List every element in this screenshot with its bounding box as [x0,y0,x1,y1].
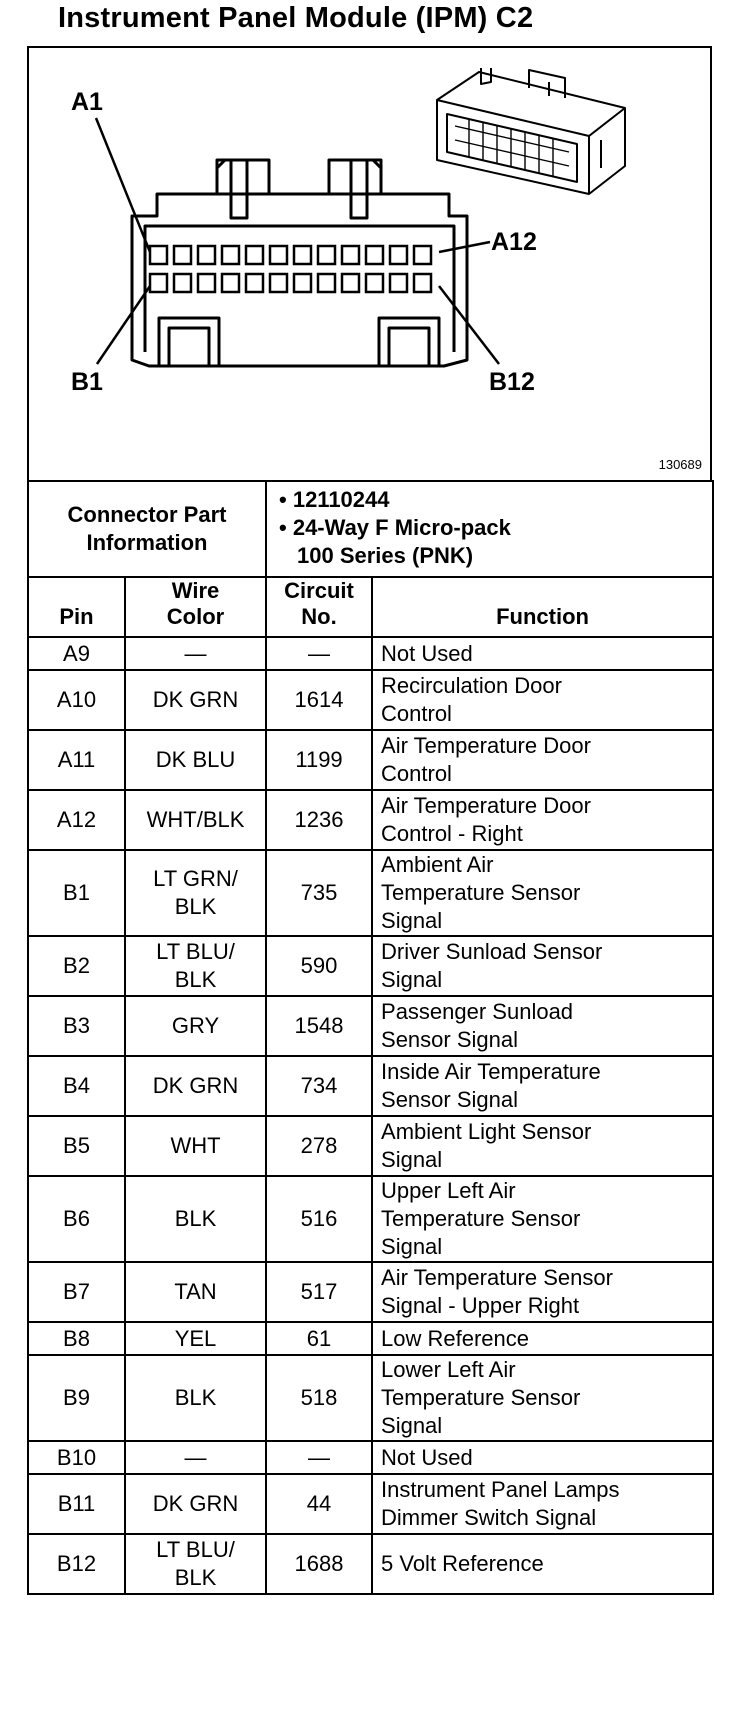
pin-cell: B9 [28,1355,125,1441]
leader-b12 [439,286,499,364]
pin-cell: A11 [28,730,125,790]
connector-part-number: • 12110244 [279,487,390,512]
label-a1: A1 [71,88,103,116]
pin-cavity-b1 [150,274,167,292]
figure-reference-number: 130689 [658,457,702,472]
pin-cell: B10 [28,1441,125,1474]
pin-cavity-a2 [174,246,191,264]
function-cell: Instrument Panel Lamps Dimmer Switch Signal [372,1474,713,1534]
table-row [28,1176,713,1262]
table-row [28,730,713,790]
function-cell: Ambient Light Sensor Signal [372,1116,713,1176]
table-row [28,1441,713,1474]
circuit-cell: — [266,637,372,670]
function-cell: Low Reference [372,1322,713,1355]
wire-color-cell: WHT [125,1116,266,1176]
circuit-cell: 734 [266,1056,372,1116]
pin-cavity-a3 [198,246,215,264]
label-b1: B1 [71,368,103,396]
connector-description: • 24-Way F Micro-pack [279,515,511,540]
wire-color-cell: — [125,637,266,670]
pin-cell: B6 [28,1176,125,1262]
pin-cavity-a10 [366,246,383,264]
circuit-cell: 517 [266,1262,372,1322]
connector-info-label: Connector Part Information [28,481,266,577]
pin-cavity-b2 [174,274,191,292]
table-row [28,936,713,996]
pin-cell: B8 [28,1322,125,1355]
pin-cavity-b12 [414,274,431,292]
connector-info-values [266,481,713,577]
table-row [28,850,713,936]
pin-cavity-a9 [342,246,359,264]
pin-cavity-a6 [270,246,287,264]
wire-color-cell: GRY [125,996,266,1056]
pinout-table [27,480,714,1595]
table-row [28,1474,713,1534]
wire-color-cell: — [125,1441,266,1474]
pin-cavity-a1 [150,246,167,264]
table-row [28,996,713,1056]
circuit-cell: 590 [266,936,372,996]
circuit-cell: 1548 [266,996,372,1056]
wire-color-cell: WHT/BLK [125,790,266,850]
function-cell: Air Temperature Door Control - Right [372,790,713,850]
function-cell: 5 Volt Reference [372,1534,713,1594]
pin-cell: B12 [28,1534,125,1594]
wire-color-cell: LT BLU/ BLK [125,1534,266,1594]
wire-color-cell: YEL [125,1322,266,1355]
wire-color-cell: BLK [125,1176,266,1262]
pin-cell: B2 [28,936,125,996]
function-cell: Inside Air Temperature Sensor Signal [372,1056,713,1116]
function-cell: Air Temperature Door Control [372,730,713,790]
wire-color-cell: TAN [125,1262,266,1322]
circuit-cell: 1236 [266,790,372,850]
pin-cell: B7 [28,1262,125,1322]
pin-cavity-b8 [318,274,335,292]
connector-face-drawing [29,48,714,482]
circuit-cell: 278 [266,1116,372,1176]
pin-cell: A10 [28,670,125,730]
pin-cavity-a7 [294,246,311,264]
pin-row-b [150,274,431,292]
pin-cell: A12 [28,790,125,850]
pin-cavity-b10 [366,274,383,292]
pin-cell: B5 [28,1116,125,1176]
function-cell: Recirculation Door Control [372,670,713,730]
circuit-cell: — [266,1441,372,1474]
header-wire-color: Wire Color [125,577,266,637]
pin-cell: B1 [28,850,125,936]
pin-cavity-b5 [246,274,263,292]
label-b12: B12 [489,368,535,396]
pin-cell: A9 [28,637,125,670]
pin-cavity-b9 [342,274,359,292]
table-row [28,1056,713,1116]
table-row [28,1116,713,1176]
pin-cavity-b6 [270,274,287,292]
label-a12: A12 [491,228,537,256]
pin-row-a [150,246,431,264]
table-row [28,637,713,670]
circuit-cell: 516 [266,1176,372,1262]
table-row [28,670,713,730]
function-cell: Passenger Sunload Sensor Signal [372,996,713,1056]
wire-color-cell: DK GRN [125,1474,266,1534]
pin-cavity-a11 [390,246,407,264]
pin-cavity-a4 [222,246,239,264]
circuit-cell: 518 [266,1355,372,1441]
function-cell: Ambient Air Temperature Sensor Signal [372,850,713,936]
table-row [28,790,713,850]
wire-color-cell: DK BLU [125,730,266,790]
pin-cell: B4 [28,1056,125,1116]
pin-cell: B3 [28,996,125,1056]
pin-cell: B11 [28,1474,125,1534]
table-row [28,1534,713,1594]
circuit-cell: 1614 [266,670,372,730]
function-cell: Lower Left Air Temperature Sensor Signal [372,1355,713,1441]
circuit-cell: 61 [266,1322,372,1355]
function-cell: Air Temperature Sensor Signal - Upper Right [372,1262,713,1322]
pin-cavity-b11 [390,274,407,292]
header-circuit-no: Circuit No. [266,577,372,637]
circuit-cell: 735 [266,850,372,936]
leader-b1 [97,286,150,364]
leader-a1 [96,118,150,252]
table-row [28,1262,713,1322]
table-row [28,1355,713,1441]
page-title: Instrument Panel Module (IPM) C2 [58,2,534,34]
leader-a12 [439,242,490,252]
circuit-cell: 1199 [266,730,372,790]
wire-color-cell: BLK [125,1355,266,1441]
pin-cavity-b3 [198,274,215,292]
pin-cavity-a12 [414,246,431,264]
function-cell: Not Used [372,637,713,670]
function-cell: Upper Left Air Temperature Sensor Signal [372,1176,713,1262]
wire-color-cell: LT GRN/ BLK [125,850,266,936]
pin-cavity-b7 [294,274,311,292]
function-cell: Not Used [372,1441,713,1474]
connector-3d-sketch [437,68,625,194]
header-pin: Pin [28,577,125,637]
circuit-cell: 44 [266,1474,372,1534]
pin-cavity-a8 [318,246,335,264]
connector-diagram [27,46,712,480]
wire-color-cell: DK GRN [125,670,266,730]
circuit-cell: 1688 [266,1534,372,1594]
header-function: Function [372,577,713,637]
pin-cavity-a5 [246,246,263,264]
wire-color-cell: DK GRN [125,1056,266,1116]
wire-color-cell: LT BLU/ BLK [125,936,266,996]
table-row [28,1322,713,1355]
header-row [28,577,713,637]
connector-info-row [28,481,713,577]
function-cell: Driver Sunload Sensor Signal [372,936,713,996]
pin-cavity-b4 [222,274,239,292]
connector-series: 100 Series (PNK) [297,543,474,568]
